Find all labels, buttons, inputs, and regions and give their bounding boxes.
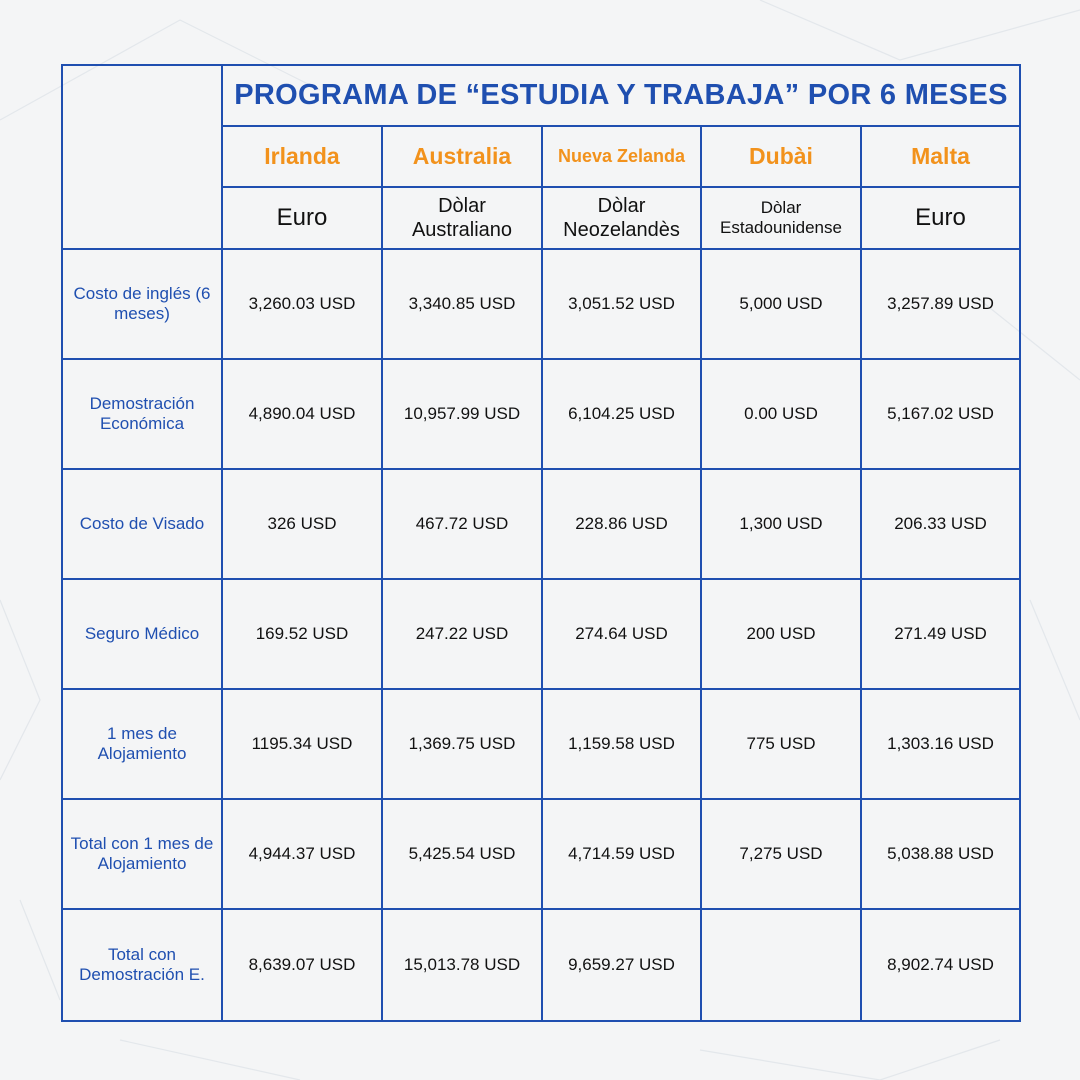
row-label: Seguro Médico (62, 579, 222, 689)
cost-cell: 169.52 USD (222, 579, 382, 689)
cost-cell: 4,944.37 USD (222, 799, 382, 909)
corner-cell (62, 65, 222, 249)
cost-cell: 5,038.88 USD (861, 799, 1020, 909)
table-row (62, 689, 1020, 799)
cost-cell: 7,275 USD (701, 799, 861, 909)
cost-cell: 206.33 USD (861, 469, 1020, 579)
table-row (62, 249, 1020, 359)
cost-cell: 6,104.25 USD (542, 359, 701, 469)
cost-cell: 0.00 USD (701, 359, 861, 469)
cost-cell: 5,000 USD (701, 249, 861, 359)
cost-cell: 467.72 USD (382, 469, 542, 579)
cost-cell: 271.49 USD (861, 579, 1020, 689)
currency-dubai: Dòlar Estadounidense (701, 187, 861, 249)
cost-cell: 1,303.16 USD (861, 689, 1020, 799)
country-irlanda: Irlanda (222, 126, 382, 187)
table-row (62, 469, 1020, 579)
cost-cell: 1,369.75 USD (382, 689, 542, 799)
cost-cell (701, 909, 861, 1021)
cost-cell: 3,260.03 USD (222, 249, 382, 359)
cost-cell: 775 USD (701, 689, 861, 799)
row-label: Total con Demostración E. (62, 909, 222, 1021)
cost-cell: 5,425.54 USD (382, 799, 542, 909)
cost-cell: 1,300 USD (701, 469, 861, 579)
currency-malta: Euro (861, 187, 1020, 249)
cost-table (61, 64, 1021, 1022)
currency-australia: Dòlar Australiano (382, 187, 542, 249)
row-label: Demostración Económica (62, 359, 222, 469)
cost-cell: 4,714.59 USD (542, 799, 701, 909)
cost-cell: 3,051.52 USD (542, 249, 701, 359)
row-label: Costo de inglés (6 meses) (62, 249, 222, 359)
row-label: 1 mes de Alojamiento (62, 689, 222, 799)
row-label: Total con 1 mes de Alojamiento (62, 799, 222, 909)
table-row (62, 909, 1020, 1021)
table-row (62, 579, 1020, 689)
country-nueva-zelanda: Nueva Zelanda (542, 126, 701, 187)
currency-irlanda: Euro (222, 187, 382, 249)
cost-cell: 4,890.04 USD (222, 359, 382, 469)
cost-cell: 5,167.02 USD (861, 359, 1020, 469)
cost-cell: 8,902.74 USD (861, 909, 1020, 1021)
cost-cell: 10,957.99 USD (382, 359, 542, 469)
cost-cell: 3,257.89 USD (861, 249, 1020, 359)
cost-cell: 3,340.85 USD (382, 249, 542, 359)
row-label: Costo de Visado (62, 469, 222, 579)
table-row (62, 799, 1020, 909)
cost-cell: 274.64 USD (542, 579, 701, 689)
currency-nueva-zelanda: Dòlar Neozelandès (542, 187, 701, 249)
cost-cell: 8,639.07 USD (222, 909, 382, 1021)
country-malta: Malta (861, 126, 1020, 187)
cost-cell: 15,013.78 USD (382, 909, 542, 1021)
cost-cell: 9,659.27 USD (542, 909, 701, 1021)
table-row (62, 359, 1020, 469)
cost-cell: 200 USD (701, 579, 861, 689)
cost-cell: 1,159.58 USD (542, 689, 701, 799)
cost-cell: 1195.34 USD (222, 689, 382, 799)
cost-cell: 247.22 USD (382, 579, 542, 689)
table-title: PROGRAMA DE “ESTUDIA Y TRABAJA” POR 6 MESES (222, 65, 1020, 126)
country-dubai: Dubài (701, 126, 861, 187)
cost-cell: 326 USD (222, 469, 382, 579)
cost-cell: 228.86 USD (542, 469, 701, 579)
country-australia: Australia (382, 126, 542, 187)
